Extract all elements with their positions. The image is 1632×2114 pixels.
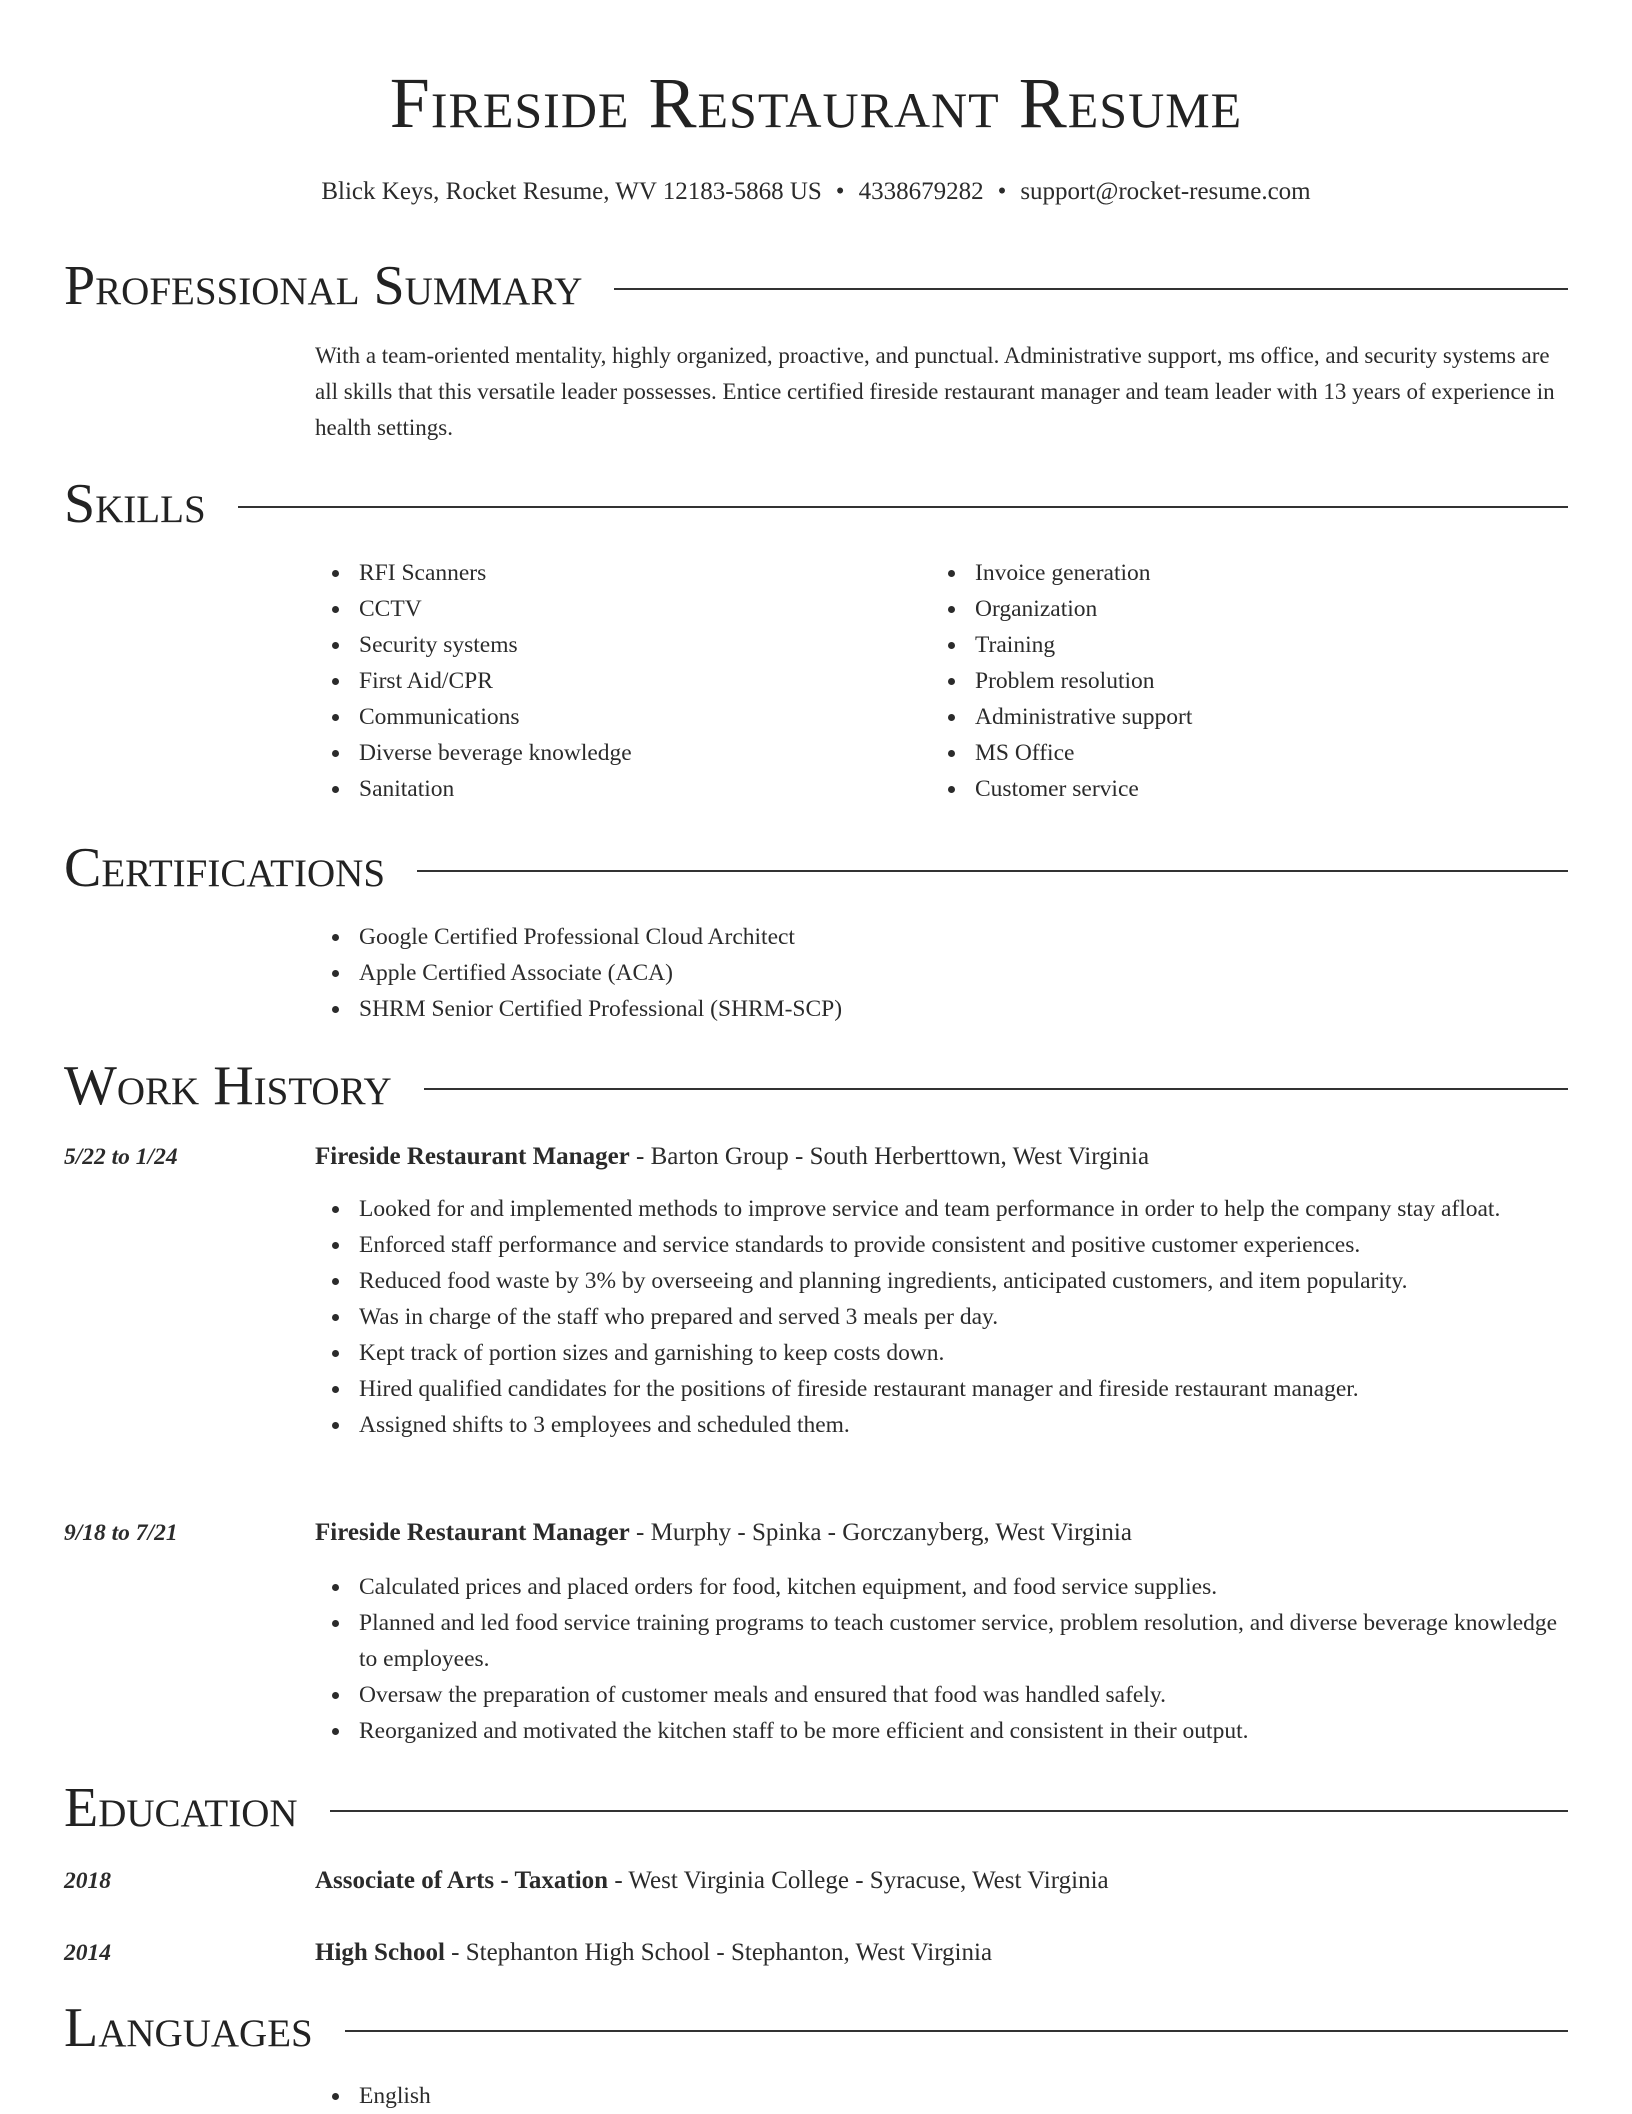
skill-item: Invoice generation	[975, 555, 1575, 591]
contact-address: Blick Keys, Rocket Resume, WV 12183-5868 US	[321, 178, 822, 205]
skill-item: Security systems	[359, 627, 919, 663]
job-bullets	[315, 1191, 1564, 1443]
job-bullet: Hired qualified candidates for the positions of fireside restaurant manager and fireside restaurant manager.	[359, 1371, 1564, 1407]
job-title: Fireside Restaurant Manager	[315, 1519, 630, 1546]
job-bullet: Reorganized and motivated the kitchen staff to be more efficient and consistent in their output.	[359, 1713, 1564, 1749]
education-year: 2014	[64, 1940, 111, 1966]
job-bullet: Was in charge of the staff who prepared and served 3 meals per day.	[359, 1299, 1564, 1335]
section-divider	[417, 870, 1568, 872]
languages-section-header	[64, 1996, 1568, 2060]
section-divider	[614, 288, 1568, 290]
certifications-list	[315, 919, 1609, 1027]
job-dates: 9/18 to 7/21	[64, 1520, 178, 1546]
job-bullet: Calculated prices and placed orders for food, kitchen equipment, and food service supplies.	[359, 1569, 1564, 1605]
job-heading	[315, 1515, 1565, 1551]
education-degree: Associate of Arts - Taxation	[315, 1867, 609, 1894]
education-details: - West Virginia College - Syracuse, West Virginia	[608, 1867, 1109, 1894]
job-title: Fireside Restaurant Manager	[315, 1143, 630, 1170]
job-bullet: Planned and led food service training programs to teach customer service, problem resolution, and diverse beverage knowledge to employees.	[359, 1605, 1564, 1677]
job-bullet: Assigned shifts to 3 employees and scheduled them.	[359, 1407, 1564, 1443]
certification-item: Apple Certified Associate (ACA)	[359, 955, 1609, 991]
languages-heading: Languages	[64, 1997, 313, 2059]
certification-item: Google Certified Professional Cloud Architect	[359, 919, 1609, 955]
certifications-heading: Certifications	[64, 837, 386, 899]
skills-heading: Skills	[64, 473, 206, 535]
skill-item: Diverse beverage knowledge	[359, 735, 919, 771]
certification-item: SHRM Senior Certified Professional (SHRM-SCP)	[359, 991, 1609, 1027]
summary-text: With a team-oriented mentality, highly organized, proactive, and punctual. Administrative support, ms office, and security systems are all skills that this versatile leader possesses. Entice certified fireside restaurant manager and team leader with 13 years of experience in health settings.	[315, 343, 1555, 440]
skill-item: MS Office	[975, 735, 1575, 771]
skill-item: RFI Scanners	[359, 555, 919, 591]
contact-separator: •	[997, 178, 1007, 205]
skill-item: Customer service	[975, 771, 1575, 807]
job-bullet: Enforced staff performance and service standards to provide consistent and positive customer experiences.	[359, 1227, 1564, 1263]
job-bullet: Looked for and implemented methods to improve service and team performance in order to help the company stay afloat.	[359, 1191, 1564, 1227]
skill-item: Training	[975, 627, 1575, 663]
job-bullet: Oversaw the preparation of customer meals and ensured that food was handled safely.	[359, 1677, 1564, 1713]
work-heading: Work History	[64, 1055, 392, 1117]
skill-item: First Aid/CPR	[359, 663, 919, 699]
education-heading: Education	[64, 1777, 298, 1839]
resume-title: Fireside Restaurant Resume	[389, 63, 1243, 143]
job-details: - Murphy - Spinka - Gorczanyberg, West Virginia	[629, 1519, 1132, 1546]
section-divider	[330, 1810, 1568, 1812]
skill-item: Organization	[975, 591, 1575, 627]
summary-heading: Professional Summary	[64, 255, 583, 317]
skills-section-header	[64, 472, 1568, 536]
skills-list-left	[315, 555, 919, 807]
skills-list-right	[931, 555, 1575, 807]
language-item: English	[359, 2078, 1609, 2114]
contact-separator: •	[835, 178, 845, 205]
section-divider	[345, 2030, 1568, 2032]
education-degree: High School	[315, 1939, 445, 1966]
job-bullet: Reduced food waste by 3% by overseeing and planning ingredients, anticipated customers, and item popularity.	[359, 1263, 1564, 1299]
skill-item: Sanitation	[359, 771, 919, 807]
work-section-header	[64, 1054, 1568, 1118]
job-dates: 5/22 to 1/24	[64, 1144, 178, 1170]
skill-item: Communications	[359, 699, 919, 735]
certifications-section-header	[64, 836, 1568, 900]
summary-section-header	[64, 254, 1568, 318]
section-divider	[238, 506, 1568, 508]
skill-item: CCTV	[359, 591, 919, 627]
education-entry	[315, 1935, 1565, 1971]
job-bullet: Kept track of portion sizes and garnishing to keep costs down.	[359, 1335, 1564, 1371]
contact-line	[0, 174, 1632, 210]
education-year: 2018	[64, 1868, 111, 1894]
job-bullets	[315, 1569, 1564, 1749]
skill-item: Problem resolution	[975, 663, 1575, 699]
contact-phone: 4338679282	[858, 178, 984, 205]
skill-item: Administrative support	[975, 699, 1575, 735]
contact-email: support@rocket-resume.com	[1020, 178, 1311, 205]
job-details: - Barton Group - South Herberttown, West Virginia	[629, 1143, 1150, 1170]
education-details: - Stephanton High School - Stephanton, West Virginia	[444, 1939, 993, 1966]
education-section-header	[64, 1776, 1568, 1840]
job-heading	[315, 1139, 1565, 1175]
section-divider	[424, 1088, 1568, 1090]
languages-list	[315, 2078, 1609, 2114]
education-entry	[315, 1863, 1565, 1899]
